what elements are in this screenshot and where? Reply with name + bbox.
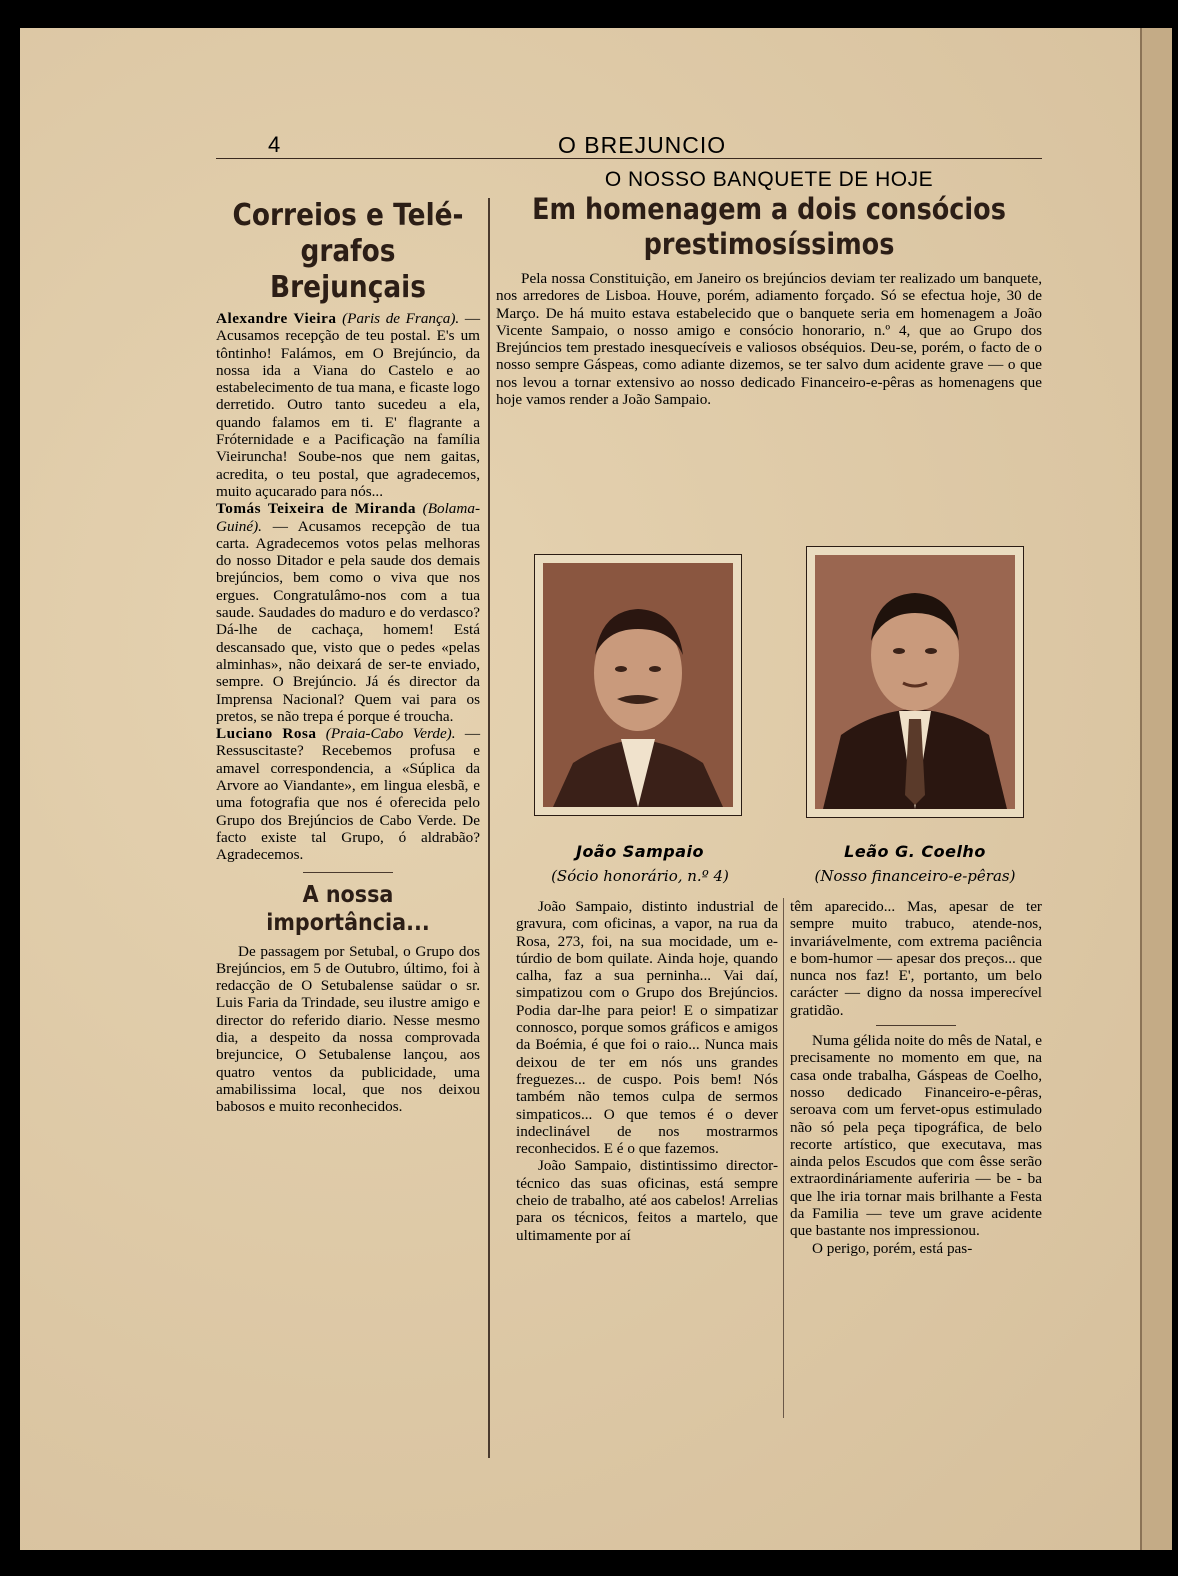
caption-name: João Sampaio — [575, 842, 705, 861]
section-divider — [876, 1025, 956, 1026]
photo-leao-coelho — [806, 546, 1024, 818]
adjacent-page-edge — [1140, 28, 1172, 1550]
left-column — [216, 198, 480, 1115]
letter-place: (Paris de França). — [342, 310, 460, 327]
caption-leao-coelho — [790, 842, 1040, 885]
letter-luciano — [216, 725, 480, 863]
banquet-article-head — [496, 168, 1042, 424]
section-divider — [303, 872, 393, 873]
article-column-2 — [516, 898, 778, 1244]
letter-name: Luciano Rosa — [216, 725, 317, 743]
letter-name: Tomás Teixeira de Miranda — [216, 500, 416, 518]
letter-place: (Praia-Cabo Verde). — [325, 725, 456, 743]
caption-role: (Sócio honorário, n.º 4) — [551, 867, 729, 885]
headline-correios: Correios e Telé-grafos Brejunçais — [232, 198, 464, 305]
paragraph: Numa gélida noite do mês de Natal, e precisamente no momento em que, na casa onde trabalha, Gáspeas de Coelho, nosso dedicado Financeiro-e-pêras, seroava com um fervet-opus estimulado não só pela peça tipográfica, de belo recorte artístico, que executava, mas ainda pelos Escudos que com êsse serão extraordináriamente auferiria — be - ba que lhe iria tornar mais brilhante a Festa da Familia — teve um grave acidente que bastante nos impressionou. — [790, 1032, 1042, 1240]
photo-joao-sampaio — [534, 554, 742, 816]
article-intro: Pela nossa Constituição, em Janeiro os brejúncios deviam ter realizado um banquete, nos arredores de Lisboa. Houve, porém, adiamento forçado. Só se efectua hoje, 30 de Março. De há muito estava estabelecido que o banquete seria em homenagem a João Vicente Sampaio, o nosso amigo e consócio honorario, n.º 4, que ao Grupo dos Brejúncios tem prestado inesquecíveis e valiosos obséquios. Deu-se, porém, o facto de o nosso sempre Gáspeas, como adiante dizemos, se ter salvo dum acidente grave — o que nos levou a tornar extensivo ao nosso dedicado Financeiro-e-pêras as homenagens que hoje vamos render a João Sampaio. — [496, 270, 1042, 409]
article-column-3 — [790, 898, 1042, 1257]
column-rule — [783, 898, 784, 1418]
caption-name: Leão G. Coelho — [844, 842, 986, 861]
article-headline: Em homenagem a dois consócios prestimosíssimos — [532, 192, 1006, 261]
page-number: 4 — [268, 132, 281, 157]
headline-importancia: A nossa importância... — [266, 881, 430, 936]
paragraph: João Sampaio, distintissimo director-técnico das suas oficinas, está sempre cheio de trabalho, até aos cabelos! Arrelias para os técnicos, feitos a martelo, que ultimamente por aí — [516, 1157, 778, 1244]
portrait-drawing — [543, 563, 733, 807]
newspaper-title: O BREJUNCIO — [558, 132, 727, 158]
caption-role: (Nosso financeiro-e-pêras) — [814, 867, 1016, 885]
page-header — [216, 128, 1042, 159]
letter-alexandre — [216, 310, 480, 500]
portrait-image — [543, 563, 733, 807]
column-rule — [488, 198, 490, 1458]
letter-text: —Acusamos recepção de teu postal. E's um tôntinho! Falámos, em O Brejúncio, da nossa ida a Viana do Castelo e ao estabelecimento de tua mana, e ficaste logo derretido. Outro tanto sucedeu a ela, quando falamos em ti. E' flagrante a Fróternidade e a Pacificação na família Vieiruncha! Soube-nos que nem gaitas, acredita, o teu postal, que agradecemos, muito açucarado para nós... — [216, 310, 481, 500]
portrait-image — [815, 555, 1015, 809]
caption-joao-sampaio — [520, 842, 760, 885]
letter-tomas — [216, 500, 480, 725]
letter-place: (Bolama-Guiné). — [216, 500, 481, 535]
paragraph: têm aparecido... Mas, apesar de ter sempre muito trabuco, atende-nos, invariávelmente, com extrema paciência e bom-humor — apesar dos preços... que nunca nos faz! E', portanto, um belo carácter — digno da nossa imperecível gratidão. — [790, 898, 1042, 1019]
letter-text: — Acusamos recepção de tua carta. Agradecemos votos pelas melhoras do nosso Ditador e pela saude dos demais brejúncios, bem como o viva que nos ergues. Congratulâmo-nos com a tua saude. Saudades do maduro e do verdasco? Dá-lhe de cachaça, homem! Está descansado que, visto que o pedes «pelas alminhas», não deixará de ser-te enviado, sempre. O Brejúncio. Já és director da Imprensa Nacional? Quem vai para os pretos, se não trepa é porque é troucha. — [216, 517, 480, 725]
paragraph: João Sampaio, distinto industrial de gravura, com oficinas, a vapor, na rua da Rosa, 273, foi, na sua mocidade, um e-túrdio de bom quilate. Ainda hoje, quando calha, faz a sua perninha... Vai daí, simpatizou com o Grupo dos Brejúncios. Podia dar-lhe para peior! E o simpatizar connosco, porque somos gráficos e amigos da Boémia, é que foi o raio... Nunca mais deixou de ter em nós uns grandes freguezes... de cuspo. Pois bem! Nós também não temos culpa de sermos simpaticos... O que temos é o dever indeclinável de nos mostrarmos reconhecidos. E é o que fazemos. — [516, 898, 778, 1158]
article-kicker: O NOSSO BANQUETE DE HOJE — [604, 168, 934, 191]
importancia-text: De passagem por Setubal, o Grupo dos Brejúncios, em 5 de Outubro, último, foi à redacção de O Setubalense saüdar o sr. Luis Faria da Trindade, seu ilustre amigo e director do referido diario. Nesse mesmo dia, a despeito da nossa comprovada brejuncice, O Setubalense lançou, aos quatro ventos da publicidade, uma amabilissima local, que nos deixou babosos e muito reconhecidos. — [216, 942, 480, 1116]
letter-name: Alexandre Vieira — [216, 310, 337, 327]
paragraph: O perigo, porém, está pas- — [812, 1239, 973, 1257]
portrait-drawing — [815, 555, 1015, 809]
letter-text: — Ressuscitaste? Recebemos profusa e amavel correspondencia, a «Súplica da Arvore ao Viandante», em lingua elesbã, e uma fotografia que nos é oferecida pelo Grupo dos Brejúncios de Cabo Verde. De facto existe tal Grupo, ó aldrabão? Agradecemos. — [216, 725, 480, 864]
